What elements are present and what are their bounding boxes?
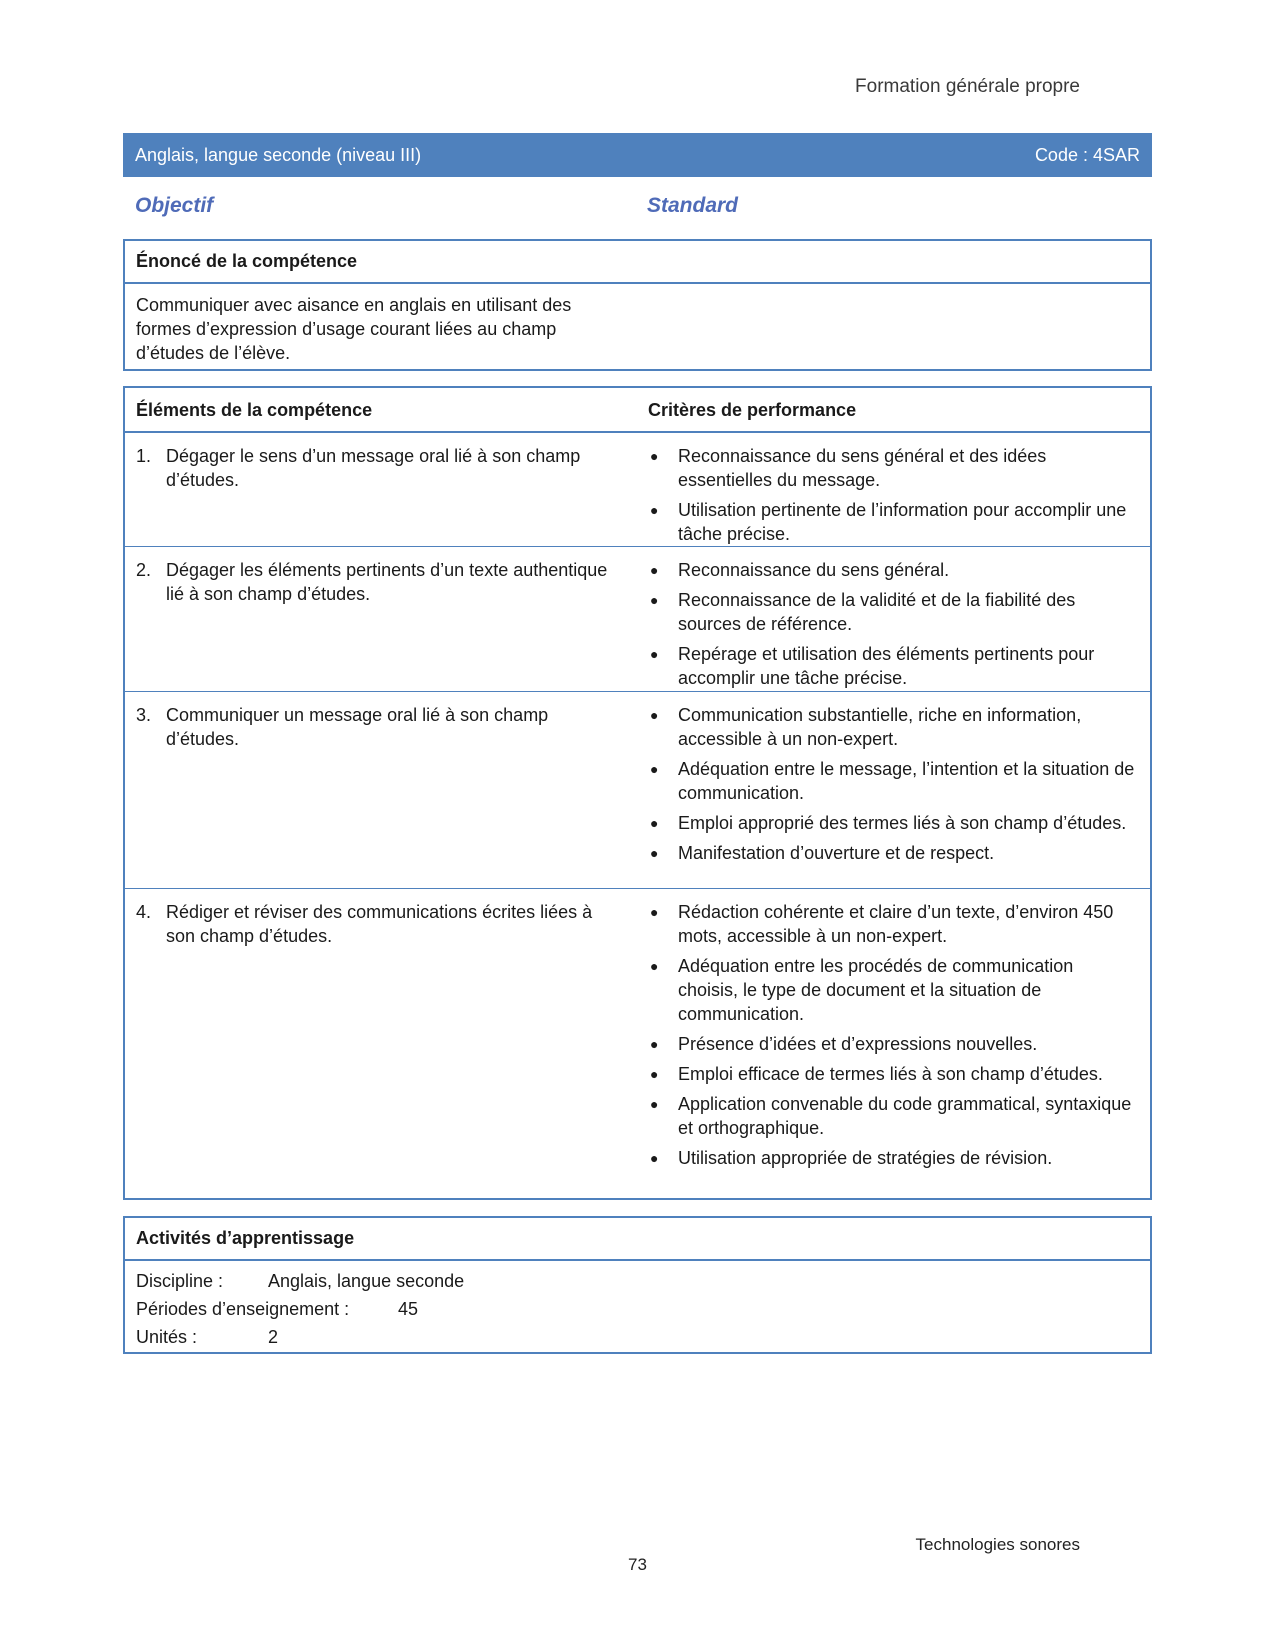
footer-program-name: Technologies sonores — [915, 1535, 1080, 1554]
elements-table — [123, 386, 1152, 1200]
bullet-icon: ● — [650, 502, 659, 518]
element-text: Communiquer un message oral lié à son champ d’études. — [166, 705, 549, 749]
criterion-text: Rédaction cohérente et claire d’un texte, d’environ 450 mots, accessible à un non-expert. — [678, 902, 1114, 946]
page-number: 73 — [628, 1555, 647, 1574]
standard-label: Standard — [647, 194, 739, 217]
discipline-label: Discipline : — [136, 1271, 224, 1291]
criterion-text: Emploi efficace de termes liés à son champ d’études. — [678, 1064, 1103, 1084]
activites-box — [123, 1216, 1152, 1354]
elements-table-header — [125, 388, 1150, 433]
criterion-text: Repérage et utilisation des éléments pertinents pour accomplir une tâche précise. — [678, 644, 1095, 688]
element-text: Rédiger et réviser des communications écrites liées à son champ d’études. — [166, 902, 593, 946]
criterion-text: Communication substantielle, riche en information, accessible à un non-expert. — [678, 705, 1082, 749]
criterion-text: Utilisation appropriée de stratégies de révision. — [678, 1148, 1053, 1168]
bullet-icon: ● — [650, 646, 659, 662]
element-number: 1. — [136, 446, 152, 466]
bullet-icon: ● — [650, 815, 659, 831]
table-row — [125, 889, 1150, 1194]
enonce-text: Communiquer avec aisance en anglais en utilisant des formes d’expression d’usage courant liées au champ d’études de l’élève. — [136, 295, 572, 363]
bullet-icon: ● — [650, 562, 659, 578]
course-code: Code : 4SAR — [1034, 144, 1140, 165]
table-row — [125, 692, 1150, 889]
element-text: Dégager le sens d’un message oral lié à son champ d’études. — [166, 446, 581, 490]
criterion-text: Utilisation pertinente de l’information pour accomplir une tâche précise. — [678, 500, 1127, 544]
periodes-label: Périodes d’enseignement : — [136, 1299, 350, 1319]
bullet-icon: ● — [650, 707, 659, 723]
objectif-label: Objectif — [135, 194, 214, 217]
unites-line — [136, 1323, 1139, 1351]
criterion-text: Reconnaissance de la validité et de la fiabilité des sources de référence. — [678, 590, 1076, 634]
bullet-icon: ● — [650, 904, 659, 920]
unites-value: 2 — [268, 1327, 279, 1347]
elements-column-heading: Éléments de la compétence — [136, 400, 373, 420]
criterion-text: Reconnaissance du sens général et des idées essentielles du message. — [678, 446, 1047, 490]
enonce-box — [123, 239, 1152, 371]
objective-standard-heading — [135, 194, 1135, 224]
discipline-value: Anglais, langue seconde — [268, 1271, 465, 1291]
bullet-icon: ● — [650, 448, 659, 464]
element-number: 3. — [136, 705, 152, 725]
bullet-icon: ● — [650, 1096, 659, 1112]
table-row — [125, 547, 1150, 692]
bullet-icon: ● — [650, 845, 659, 861]
bullet-icon: ● — [650, 1150, 659, 1166]
bullet-icon: ● — [650, 1066, 659, 1082]
activites-heading: Activités d’apprentissage — [125, 1218, 1150, 1261]
table-row — [125, 433, 1150, 547]
bullet-icon: ● — [650, 592, 659, 608]
element-number: 4. — [136, 902, 152, 922]
element-text: Dégager les éléments pertinents d’un texte authentique lié à son champ d’études. — [166, 560, 608, 604]
bullet-icon: ● — [650, 958, 659, 974]
criterion-text: Manifestation d’ouverture et de respect. — [678, 843, 995, 863]
bullet-icon: ● — [650, 1036, 659, 1052]
criterion-text: Adéquation entre le message, l’intention et la situation de communication. — [678, 759, 1135, 803]
unites-label: Unités : — [136, 1327, 198, 1347]
bullet-icon: ● — [650, 761, 659, 777]
course-title: Anglais, langue seconde (niveau III) — [135, 144, 422, 165]
criteria-column-heading: Critères de performance — [648, 400, 857, 420]
criterion-text: Emploi approprié des termes liés à son champ d’études. — [678, 813, 1127, 833]
element-number: 2. — [136, 560, 152, 580]
header-section-title: Formation générale propre — [855, 76, 1080, 97]
enonce-heading: Énoncé de la compétence — [125, 241, 1150, 284]
criterion-text: Présence d’idées et d’expressions nouvelles. — [678, 1034, 1038, 1054]
criterion-text: Adéquation entre les procédés de communication choisis, le type de document et la situation de communication. — [678, 956, 1074, 1024]
criterion-text: Reconnaissance du sens général. — [678, 560, 950, 580]
course-banner — [123, 133, 1152, 177]
periodes-line — [136, 1295, 1139, 1323]
periodes-value: 45 — [398, 1299, 419, 1319]
criterion-text: Application convenable du code grammatical, syntaxique et orthographique. — [678, 1094, 1132, 1138]
discipline-line — [136, 1267, 1139, 1295]
